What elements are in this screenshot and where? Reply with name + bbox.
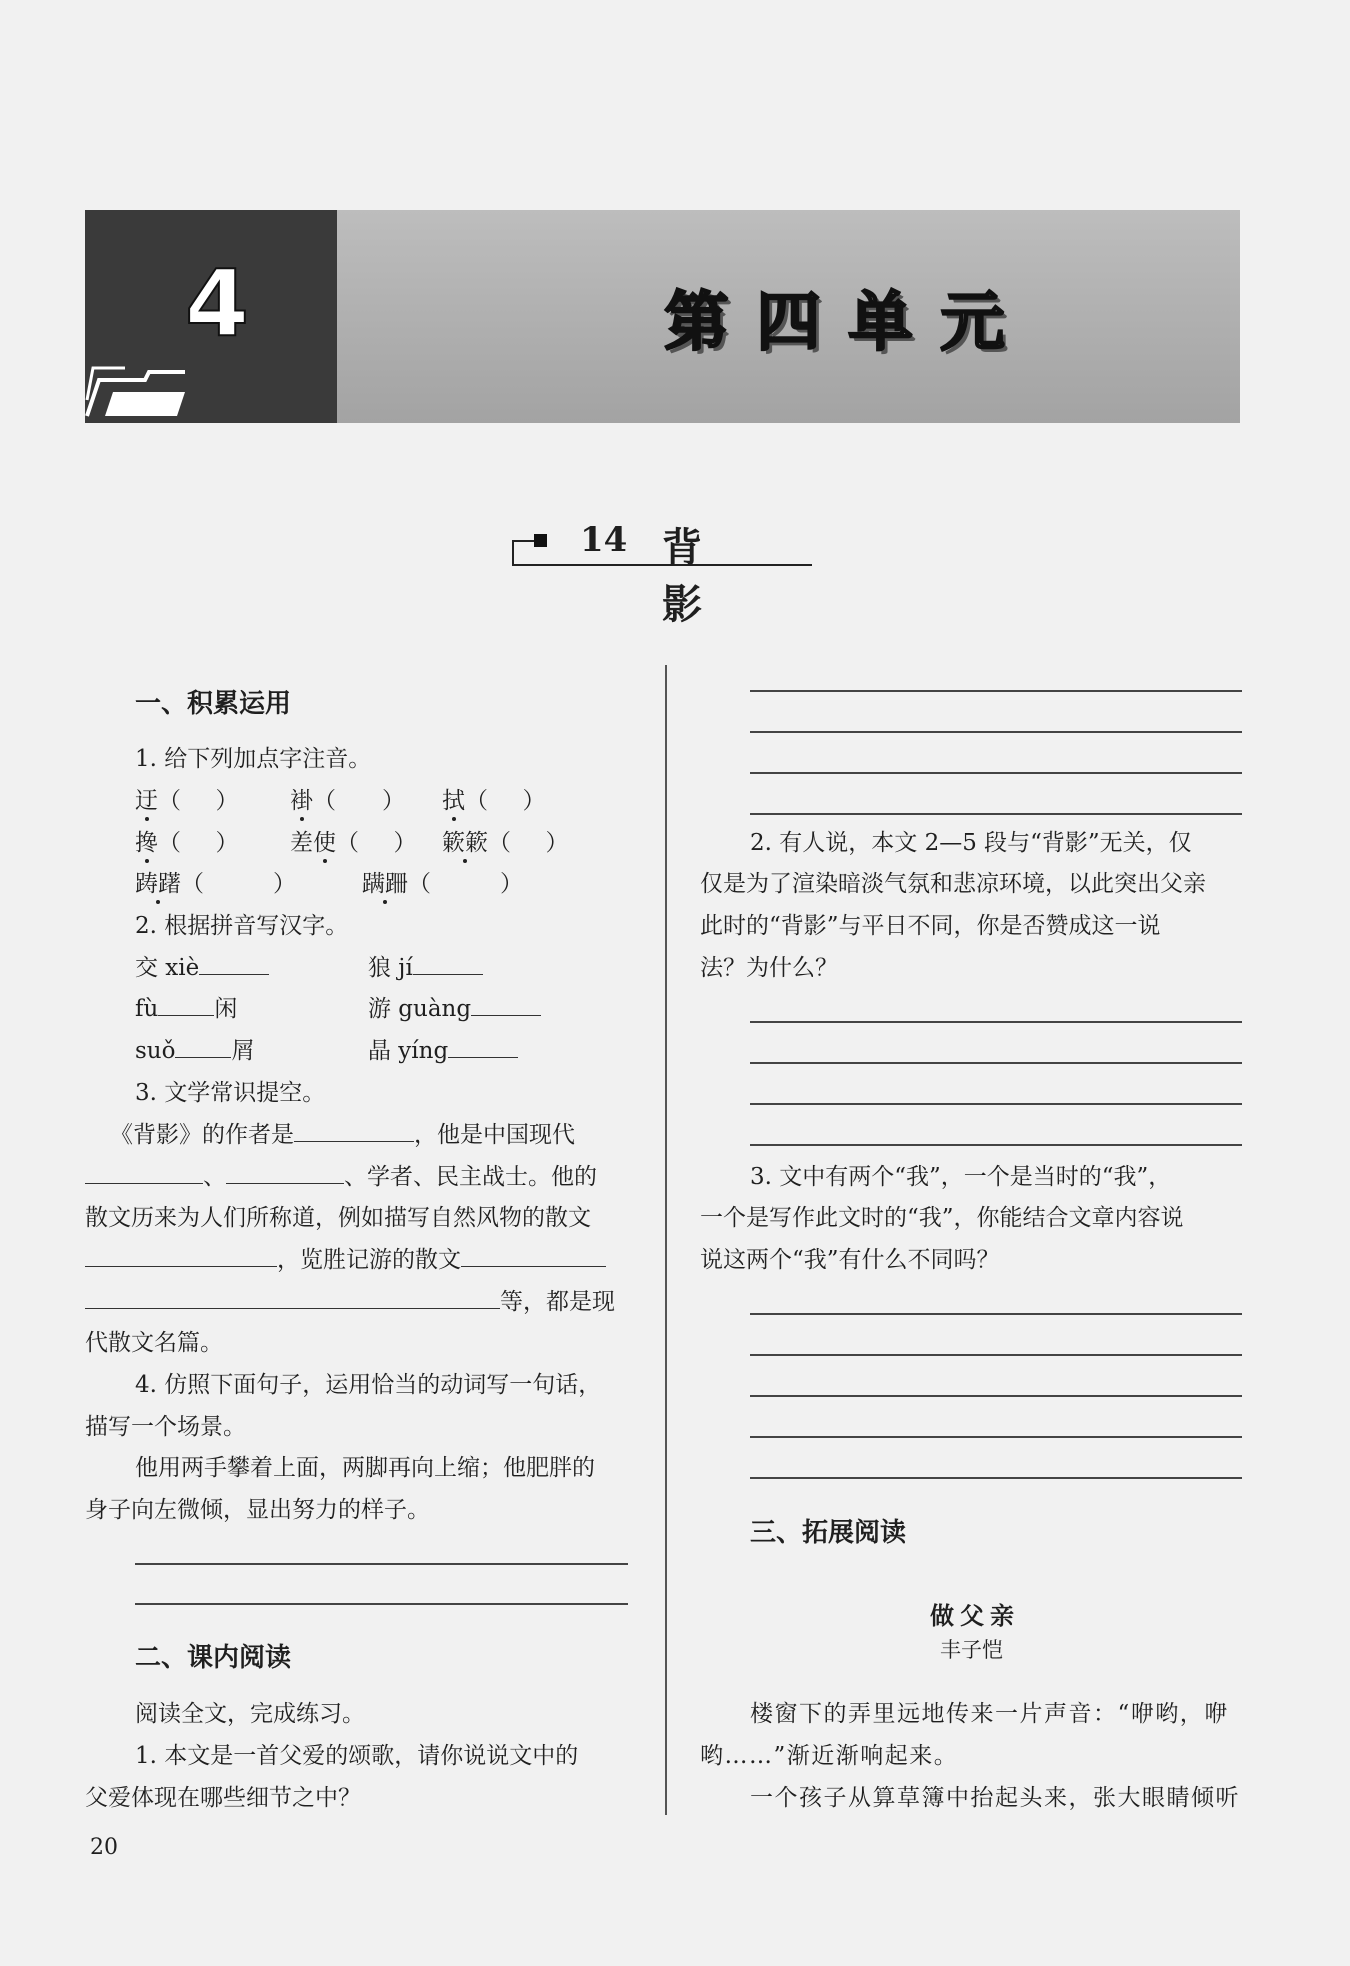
dotted-char: 簌簌	[442, 830, 488, 856]
dotted-char: 迂	[135, 788, 158, 814]
lesson-number: 14	[580, 520, 628, 560]
answer-line[interactable]	[750, 1477, 1242, 1479]
answer-line[interactable]	[750, 1436, 1242, 1438]
q2-item: fù 闲	[135, 996, 238, 1022]
q2-item: 交 xiè	[135, 957, 269, 980]
lesson-name: 背影	[662, 524, 740, 628]
answer-line[interactable]	[750, 1313, 1242, 1315]
unit-number: 4	[185, 250, 250, 357]
answer-line[interactable]	[750, 813, 1242, 815]
q2-prompt: 2. 根据拼音写汉字。	[135, 913, 349, 939]
q4-line: 身子向左微倾，显出努力的样子。	[85, 1497, 430, 1523]
answer-line[interactable]	[135, 1603, 628, 1605]
reading-q3-line: 说这两个“我”有什么不同吗？	[700, 1247, 1000, 1273]
q1-row-2: 搀（ ）	[135, 830, 239, 856]
q3-line: 代散文名篇。	[85, 1330, 223, 1356]
dotted-char: 褂	[290, 788, 313, 814]
article-line: 楼窗下的弄里远地传来一片声音：“咿哟，咿	[750, 1701, 1229, 1727]
q4-line: 他用两手攀着上面，两脚再向上缩；他肥胖的	[135, 1455, 595, 1481]
title-rule	[512, 540, 514, 566]
q3-prompt: 3. 文学常识提空。	[135, 1080, 326, 1106]
unit-title-panel	[337, 210, 1240, 423]
reading-q2-line: 2. 有人说，本文 2—5 段与“背影”无关，仅	[750, 830, 1192, 856]
article-author: 丰子恺	[940, 1638, 1003, 1662]
folder-lines-icon	[85, 360, 195, 420]
answer-line[interactable]	[750, 1021, 1242, 1023]
q3-line: 散文历来为人们所称道，例如描写自然风物的散文	[85, 1205, 591, 1231]
dotted-char: 拭	[442, 788, 465, 814]
reading-q3-line: 一个是写作此文时的“我”，你能结合文章内容说	[700, 1205, 1184, 1231]
q2-item: suǒ 屑	[135, 1038, 255, 1064]
q3-line: 《背影》的作者是 ，他是中国现代	[110, 1122, 575, 1148]
page-number: 20	[90, 1835, 118, 1860]
q1-row-2b: 差使（ ）	[290, 830, 417, 856]
square-bullet-icon	[534, 534, 547, 547]
section-heading-1: 一、积累运用	[135, 689, 292, 719]
title-rule	[512, 540, 534, 542]
q2-item: 晶 yíng	[368, 1040, 518, 1063]
reading-q2-line: 仅是为了渲染暗淡气氛和悲凉环境，以此突出父亲	[700, 871, 1206, 897]
reading-q3-line: 3. 文中有两个“我”，一个是当时的“我”，	[750, 1164, 1172, 1190]
answer-line[interactable]	[750, 772, 1242, 774]
q2-item: 游 guàng	[368, 998, 541, 1021]
answer-line[interactable]	[750, 1144, 1242, 1146]
reading-q1-line: 1. 本文是一首父爱的颂歌，请你说说文中的	[135, 1743, 579, 1769]
term-char: 差	[290, 830, 313, 856]
q1-prompt: 1. 给下列加点字注音。	[135, 746, 372, 772]
reading-intro: 阅读全文，完成练习。	[135, 1701, 365, 1727]
q1-row-1b: 褂（ ）	[290, 788, 405, 814]
dotted-char: 搀	[135, 830, 158, 856]
q1-row-1: 迂（ ）	[135, 788, 239, 814]
column-divider	[665, 665, 667, 1815]
answer-line[interactable]	[750, 1062, 1242, 1064]
dotted-char: 蹒跚	[362, 871, 408, 897]
reading-q2-line: 此时的“背影”与平日不同，你是否赞成这一说	[700, 913, 1161, 939]
answer-line[interactable]	[750, 1395, 1242, 1397]
section-heading-2: 二、课内阅读	[135, 1643, 292, 1673]
answer-line[interactable]	[750, 690, 1242, 692]
q1-row-2c: 簌簌（ ）	[442, 830, 569, 856]
q1-row-3b: 蹒跚（ ）	[362, 871, 523, 897]
answer-line[interactable]	[750, 1354, 1242, 1356]
section-heading-3: 三、拓展阅读	[750, 1518, 907, 1548]
article-title: 做父亲	[930, 1601, 1020, 1630]
q3-line: 、 、学者、民主战士。他的	[85, 1166, 597, 1189]
article-line: 哟……”渐近渐响起来。	[700, 1743, 959, 1769]
q3-line: ，览胜记游的散文	[85, 1249, 606, 1272]
answer-line[interactable]	[135, 1563, 628, 1565]
dotted-char: 使	[313, 830, 336, 856]
dotted-char: 踌躇	[135, 871, 181, 897]
article-line: 一个孩子从算草簿中抬起头来，张大眼睛倾听	[750, 1785, 1240, 1811]
lesson-title	[512, 512, 812, 628]
reading-q2-line: 法？为什么？	[700, 955, 838, 981]
answer-line[interactable]	[750, 1103, 1242, 1105]
q2-item: 狼 jí	[368, 957, 483, 980]
unit-number-panel	[85, 210, 337, 423]
q4-line: 4. 仿照下面句子，运用恰当的动词写一句话，	[135, 1372, 602, 1398]
reading-q1-line: 父爱体现在哪些细节之中？	[85, 1785, 361, 1811]
unit-title: 第四单元	[664, 285, 1033, 360]
q4-line: 描写一个场景。	[85, 1414, 246, 1440]
q1-row-1c: 拭（ ）	[442, 788, 546, 814]
answer-line[interactable]	[750, 731, 1242, 733]
q1-row-3: 踌躇（ ）	[135, 871, 296, 897]
unit-banner	[85, 210, 1240, 423]
q3-line: 等，都是现	[85, 1291, 615, 1314]
